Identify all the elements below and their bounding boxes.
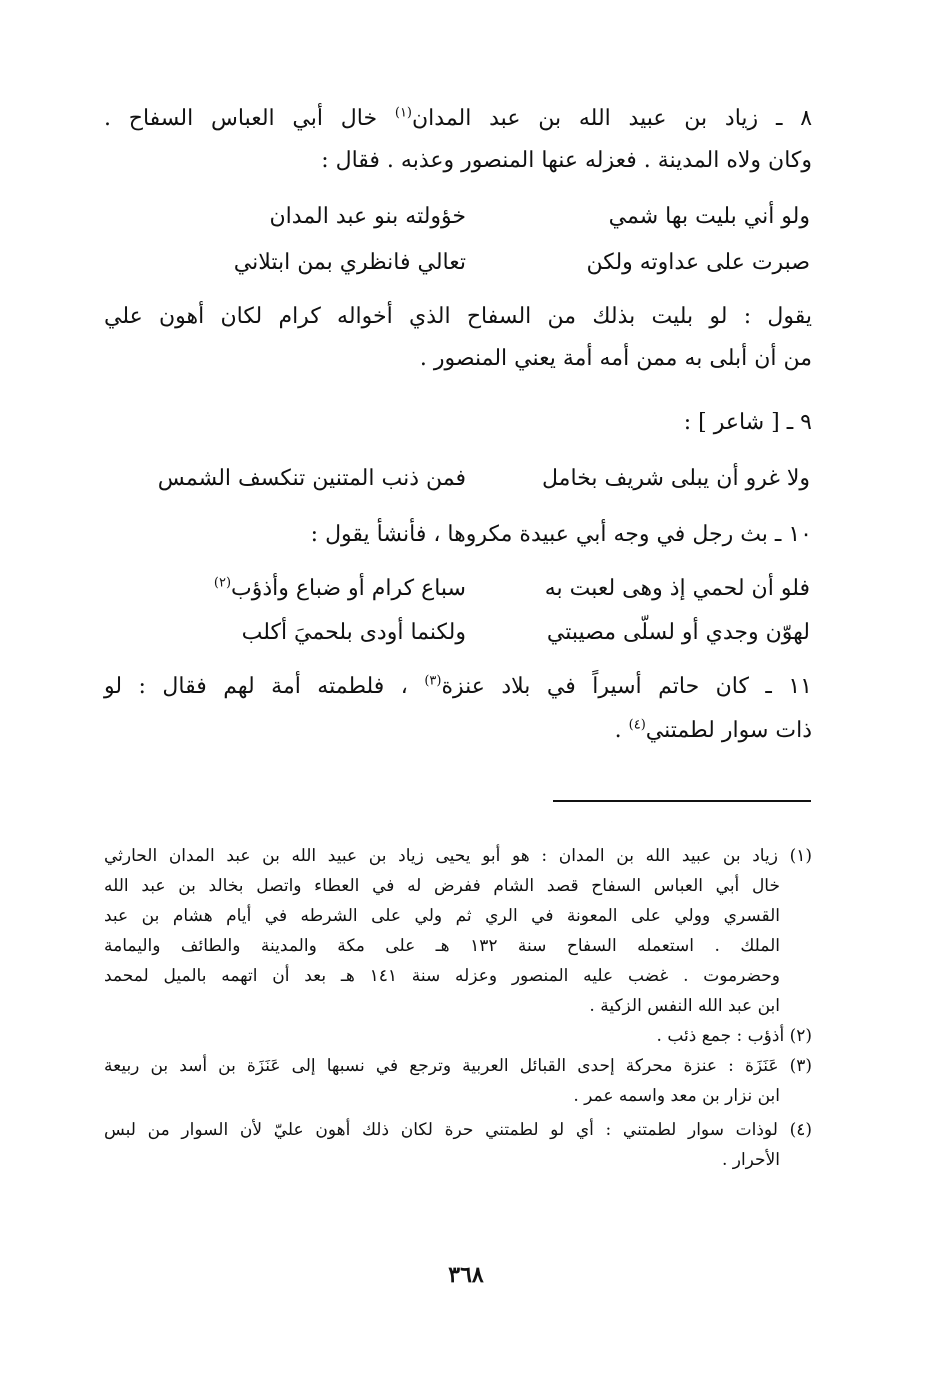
entry-11-text-rest: ، فلطمته أمة لهم فقال : لو: [104, 674, 425, 699]
entry-11-line-1: [104, 672, 812, 702]
verse-text: سباع كرام أو ضباع وأذؤب: [231, 576, 466, 601]
commentary-line: من أن أبلى به ممن أمه أمة يعني المنصور .: [419, 346, 812, 371]
footnote-4-continued: الأحرار .: [721, 1150, 780, 1170]
verse-hemistich-second: خؤولته بنو عبد المدان: [269, 204, 466, 229]
footnote-1-continued: الملك . استعمله السفاح سنة ١٣٢ هـ على مكة والمدينة والطائف واليمامة: [104, 936, 780, 956]
footnote-ref-1[interactable]: (١): [394, 105, 412, 121]
footnote-3-continued: ابن نزار بن معد واسمه عمر .: [573, 1086, 780, 1106]
verse-row: [160, 248, 810, 278]
footnote-2: (٢) أذؤب : جمع ذئب .: [656, 1026, 812, 1046]
verse-row: [160, 574, 810, 604]
footnote-separator: [553, 800, 811, 802]
entry-8-line-2: وكان ولاه المدينة . فعزله عنها المنصور وعذبه . فقال :: [321, 148, 812, 173]
footnote-1-continued: خال أبي العباس السفاح قصد الشام ففرض له في العطاء واتصل بخالد بن عبد الله: [104, 876, 780, 896]
verse-row: [157, 464, 810, 494]
footnote-1-continued: وحضرموت . غضب عليه المنصور وعزله سنة ١٤١ هـ بعد أن اتهمه بالميل لمحمد: [104, 966, 780, 986]
page-number: ٣٦٨: [448, 1262, 484, 1288]
entry-11-text: ذات سوار لطمتني: [645, 718, 812, 743]
entry-8-text: ٨ ـ زياد بن عبيد الله بن عبد المدان: [412, 106, 813, 131]
footnote-1-continued: القسري وولي على المعونة في الري ثم ولي على الشرطه في أيام هشام بن عبد: [104, 906, 780, 926]
entry-11-text: ١١ ـ كان حاتم أسيراً في بلاد عنزة: [441, 674, 812, 699]
entry-9-heading: ٩ ـ [ شاعر ] :: [683, 410, 812, 435]
footnote-3: (٣) عَنَزَة : عنزة محركة إحدى القبائل العربية وترجع في نسبها إلى عَنَزَة بن أسد بن ربيعة: [104, 1056, 812, 1076]
footnote-4: (٤) لوذات سوار لطمتني : أي لو لطمتني حرة لكان ذلك أهون عليّ لأن السوار من لبس: [104, 1120, 812, 1140]
verse-hemistich-first: ولا غرو أن يبلى شريف بخامل: [542, 466, 810, 491]
entry-11-line-2: [104, 716, 812, 746]
verse-hemistich-first: فلو أن لحمي إذ وهى لعبت به: [544, 576, 810, 601]
footnote-1: (١) زياد بن عبيد الله بن المدان : هو أبو يحيى زياد بن عبيد الله بن عبد المدان الحارثي: [104, 846, 812, 866]
entry-8-line-1: [104, 104, 812, 134]
verse-hemistich-second: فمن ذنب المتنين تنكسف الشمس: [157, 466, 466, 491]
verse-hemistich-first: ولو أني بليت بها شمي: [608, 204, 810, 229]
footnote-ref-3[interactable]: (٣): [424, 673, 442, 689]
verse-hemistich-second: ولكنما أودى بلحميَ أكلب: [241, 620, 466, 645]
verse-hemistich-first: صبرت على عداوته ولكن: [586, 250, 810, 275]
verse-hemistich-first: لهوّن وجدي أو لسلّى مصيبتي: [546, 620, 810, 645]
entry-11-text-rest: .: [614, 718, 629, 743]
verse-row: [160, 202, 810, 232]
footnote-ref-4[interactable]: (٤): [628, 717, 646, 733]
footnote-ref-2[interactable]: (٢): [213, 575, 232, 591]
verse-hemistich-second: [166, 574, 466, 604]
footnote-1-continued: ابن عبد الله النفس الزكية .: [589, 996, 780, 1016]
commentary-line: يقول : لو بليت بذلك من السفاح الذي أخواله كرام لكان أهون علي: [104, 304, 812, 329]
verse-row: [160, 618, 810, 648]
entry-10-intro: ١٠ ـ بث رجل في وجه أبي عبيدة مكروها ، فأنشأ يقول :: [310, 522, 812, 547]
entry-8-text-rest: خال أبي العباس السفاح .: [104, 106, 395, 131]
verse-hemistich-second: تعالي فانظري بمن ابتلاني: [233, 250, 466, 275]
